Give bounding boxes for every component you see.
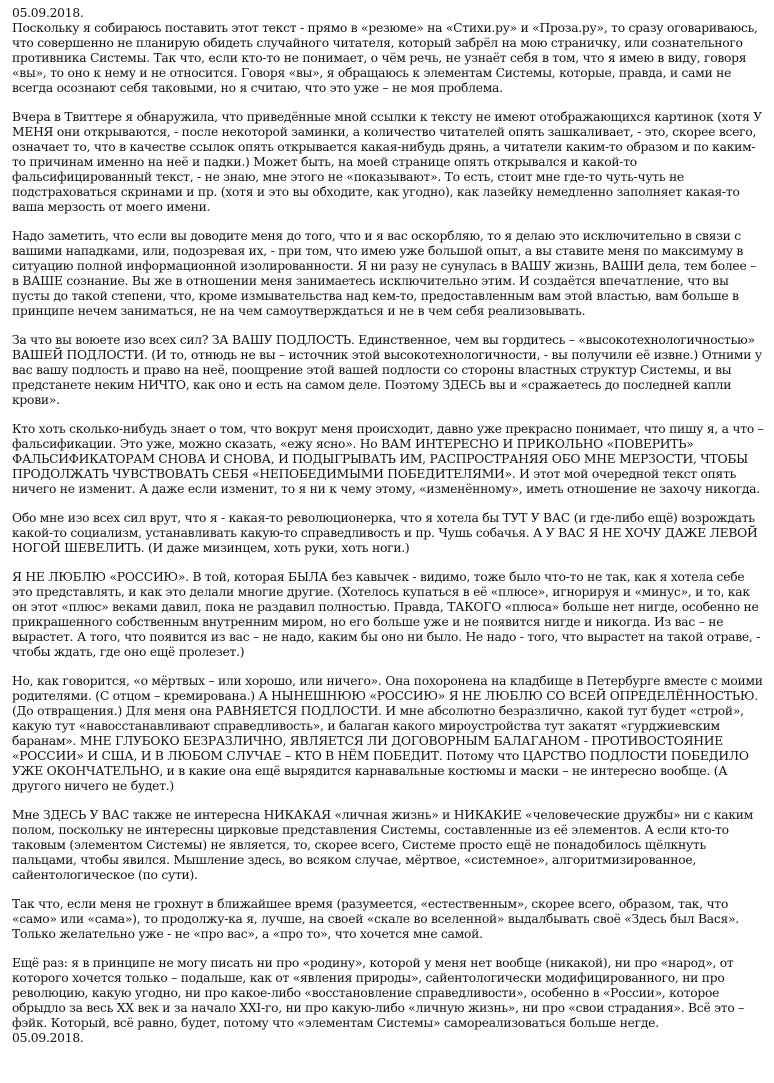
paragraph: За что вы воюете изо всех сил? ЗА ВАШУ ПОДЛОСТЬ. Единственное, чем вы гордитесь – «высокотехнологичностью» ВАШЕЙ ПОДЛОСТИ. (И то, отнюдь не вы – источник этой высокотехнологичности, - вы получили её извне.) Отними у вас вашу подлость и право на неё, поощрение этой вашей подлости со стороны властных структур Системы, и вы предстанете неким НИЧТО, как оно и есть на самом деле. Поэтому ЗДЕСЬ вы и «сражаетесь до последней капли крови». bbox=[12, 333, 762, 407]
paragraph: Поскольку я собираюсь поставить этот текст - прямо в «резюме» на «Стихи.ру» и «Проза.ру», то сразу оговариваюсь, что совершенно не планирую обидеть случайного читателя, который забрёл на мою страничку, или сознательного противника Системы. Так что, если кто-то не понимает, о чём речь, не узнаёт себя в том, что я имею в виду, говоря «вы», то оно к нему и не относится. Говоря «вы», я обращаюсь к элементам Системы, которые, правда, и сами не всегда осознают себя таковыми, но я считаю, что это уже – не моя проблема. bbox=[12, 21, 758, 95]
paragraph: Надо заметить, что если вы доводите меня до того, что и я вас оскорбляю, то я делаю это исключительно в связи с вашими нападками, или, подозревая их, - при том, что имею уже большой опыт, а вы ставите меня по максимуму в ситуацию полной информационной изолированности. Я ни разу не сунулась в ВАШУ жизнь, ВАШИ дела, тем более – в ВАШЕ сознание. Вы же в отношении меня занимаетесь исключительно этим. И создаётся впечатление, что вы пусты до такой степени, что, кроме измывательства над кем-то, предоставленным вам этой властью, вам больше в принципе нечем заниматься, не на чем самоутверждаться и не в чем себя реализовывать. bbox=[12, 229, 757, 318]
date-bottom: 05.09.2018. bbox=[12, 1031, 84, 1045]
paragraph: Так что, если меня не грохнут в ближайшее время (разумеется, «естественным», скорее всего, образом, так, что «само» или «сама»), то продолжу-ка я, лучше, на своей «скале во вселенной» выдалбывать своё «Здесь был Вася». Только желательно уже - не «про вас», а «про то», что хочется мне самой. bbox=[12, 897, 739, 941]
paragraph: Вчера в Твиттере я обнаружила, что приведённые мной ссылки к тексту не имеют отображающихся картинок (хотя У МЕНЯ они открываются, - после некоторой заминки, а количество читателей опять зашкаливает, - это, скорее всего, означает то, что в качестве ссылок опять открывается какая-нибудь дрянь, а читатели каким-то образом и по каким-то причинам именно на неё и падки.) Может быть, на моей странице опять открывался и какой-то фальсифицированный текст, - не знаю, мне этого не «показывают». То есть, стоит мне где-то чуть-чуть не подстраховаться скринами и пр. (хотя и это вы обходите, как угодно), как лазейку немедленно заполняет какая-то ваша мерзость от моего имени. bbox=[12, 110, 762, 214]
paragraph: Ещё раз: я в принципе не могу писать ни про «родину», которой у меня нет вообще (никакой), ни про «народ», от которого хочется только – подальше, как от «явления природы», сайентологически модифицированного, ни про революцию, какую угодно, ни про какое-либо «восстановление справедливости», особенно в «России», которое обрыдло за весь XX век и за начало XXI-го, ни про какую-либо «личную жизнь», ни про «свои страдания». Всё это – фэйк. Который, всё равно, будет, потому что «элементам Системы» самореализоваться больше негде. bbox=[12, 956, 745, 1030]
paragraph: Кто хоть сколько-нибудь знает о том, что вокруг меня происходит, давно уже прекрасно понимает, что пишу я, а что – фальсификации. Это уже, можно сказать, «ежу ясно». Но ВАМ ИНТЕРЕСНО И ПРИКОЛЬНО «ПОВЕРИТЬ» ФАЛЬСИФИКАТОРАМ СНОВА И СНОВА, И ПОДЫГРЫВАТЬ ИМ, РАСПРОСТРАНЯЯ ОБО МНЕ МЕРЗОСТИ, ЧТОБЫ ПРОДОЛЖАТЬ ЧУВСТВОВАТЬ СЕБЯ «НЕПОБЕДИМЫМИ ПОБЕДИТЕЛЯМИ». И этот мой очередной текст опять ничего не изменит. А даже если изменит, то я ни к чему этому, «изменённому», иметь отношение не захочу никогда. bbox=[12, 422, 764, 496]
paragraph: Но, как говорится, «о мёртвых – или хорошо, или ничего». Она похоронена на кладбище в Петербурге вместе с моими родителями. (С отцом – кремирована.) А НЫНЕШНЮЮ «РОССИЮ» Я НЕ ЛЮБЛЮ СО ВСЕЙ ОПРЕДЕЛЁННОСТЬЮ. (До отвращения.) Для меня она РАВНЯЕТСЯ ПОДЛОСТИ. И мне абсолютно безразлично, какой тут будет «строй», какую тут «навосстанавливают справедливость», и балаган какого мироустройства тут закатят «гурджиевским баранам». МНЕ ГЛУБОКО БЕЗРАЗЛИЧНО, ЯВЛЯЕТСЯ ЛИ ДОГОВОРНЫМ БАЛАГАНОМ - ПРОТИВОСТОЯНИЕ «РОССИИ» И США, И В ЛЮБОМ СЛУЧАЕ – КТО В НЁМ ПОБЕДИТ. Потому что ЦАРСТВО ПОДЛОСТИ ПОБЕДИЛО УЖЕ ОКОНЧАТЕЛЬНО, и в какие она ещё вырядится карнавальные костюмы и маски – не интересно вообще. (А другого ничего не будет.) bbox=[12, 674, 763, 793]
paragraph: Я НЕ ЛЮБЛЮ «РОССИЮ». В той, которая БЫЛА без кавычек - видимо, тоже было что-то не так, как я хотела себе это представлять, и как это делали многие другие. (Хотелось купаться в её «плюсе», игнорируя и «минус», и то, как он этот «плюс» веками давил, пока не раздавил полностью. Правда, ТАКОГО «плюса» больше нет нигде, особенно не прикрашенного собственным внутренним миром, но его больше уже и не появится нигде и никогда. Из вас – не вырастет. А того, что появится из вас – не надо, каким бы оно ни было. Не надо - того, что вырастет на такой отраве, - чтобы ждать, где оно ещё пролезет.) bbox=[12, 570, 761, 659]
paragraph: Обо мне изо всех сил врут, что я - какая-то революционерка, что я хотела бы ТУТ У ВАС (и где-либо ещё) возрождать какой-то социализм, устанавливать какую-то справедливость и пр. Чушь собачья. А У ВАС Я НЕ ХОЧУ ДАЖЕ ЛЕВОЙ НОГОЙ ШЕВЕЛИТЬ. (И даже мизинцем, хоть руки, хоть ноги.) bbox=[12, 511, 758, 555]
date-top: 05.09.2018. bbox=[12, 6, 84, 20]
paragraph: Мне ЗДЕСЬ У ВАС также не интересна НИКАКАЯ «личная жизнь» и НИКАКИЕ «человеческие дружбы» ни с каким полом, поскольку не интересны цирковые представления Системы, составленные из её элементов. А если кто-то таковым (элементом Системы) не является, то, скорее всего, Системе просто ещё не понадобилось щёлкнуть пальцами, чтобы явился. Мышление здесь, во всяком случае, мёртвое, «системное», алгоритмизированное, сайентологическое (по сути). bbox=[12, 808, 754, 882]
